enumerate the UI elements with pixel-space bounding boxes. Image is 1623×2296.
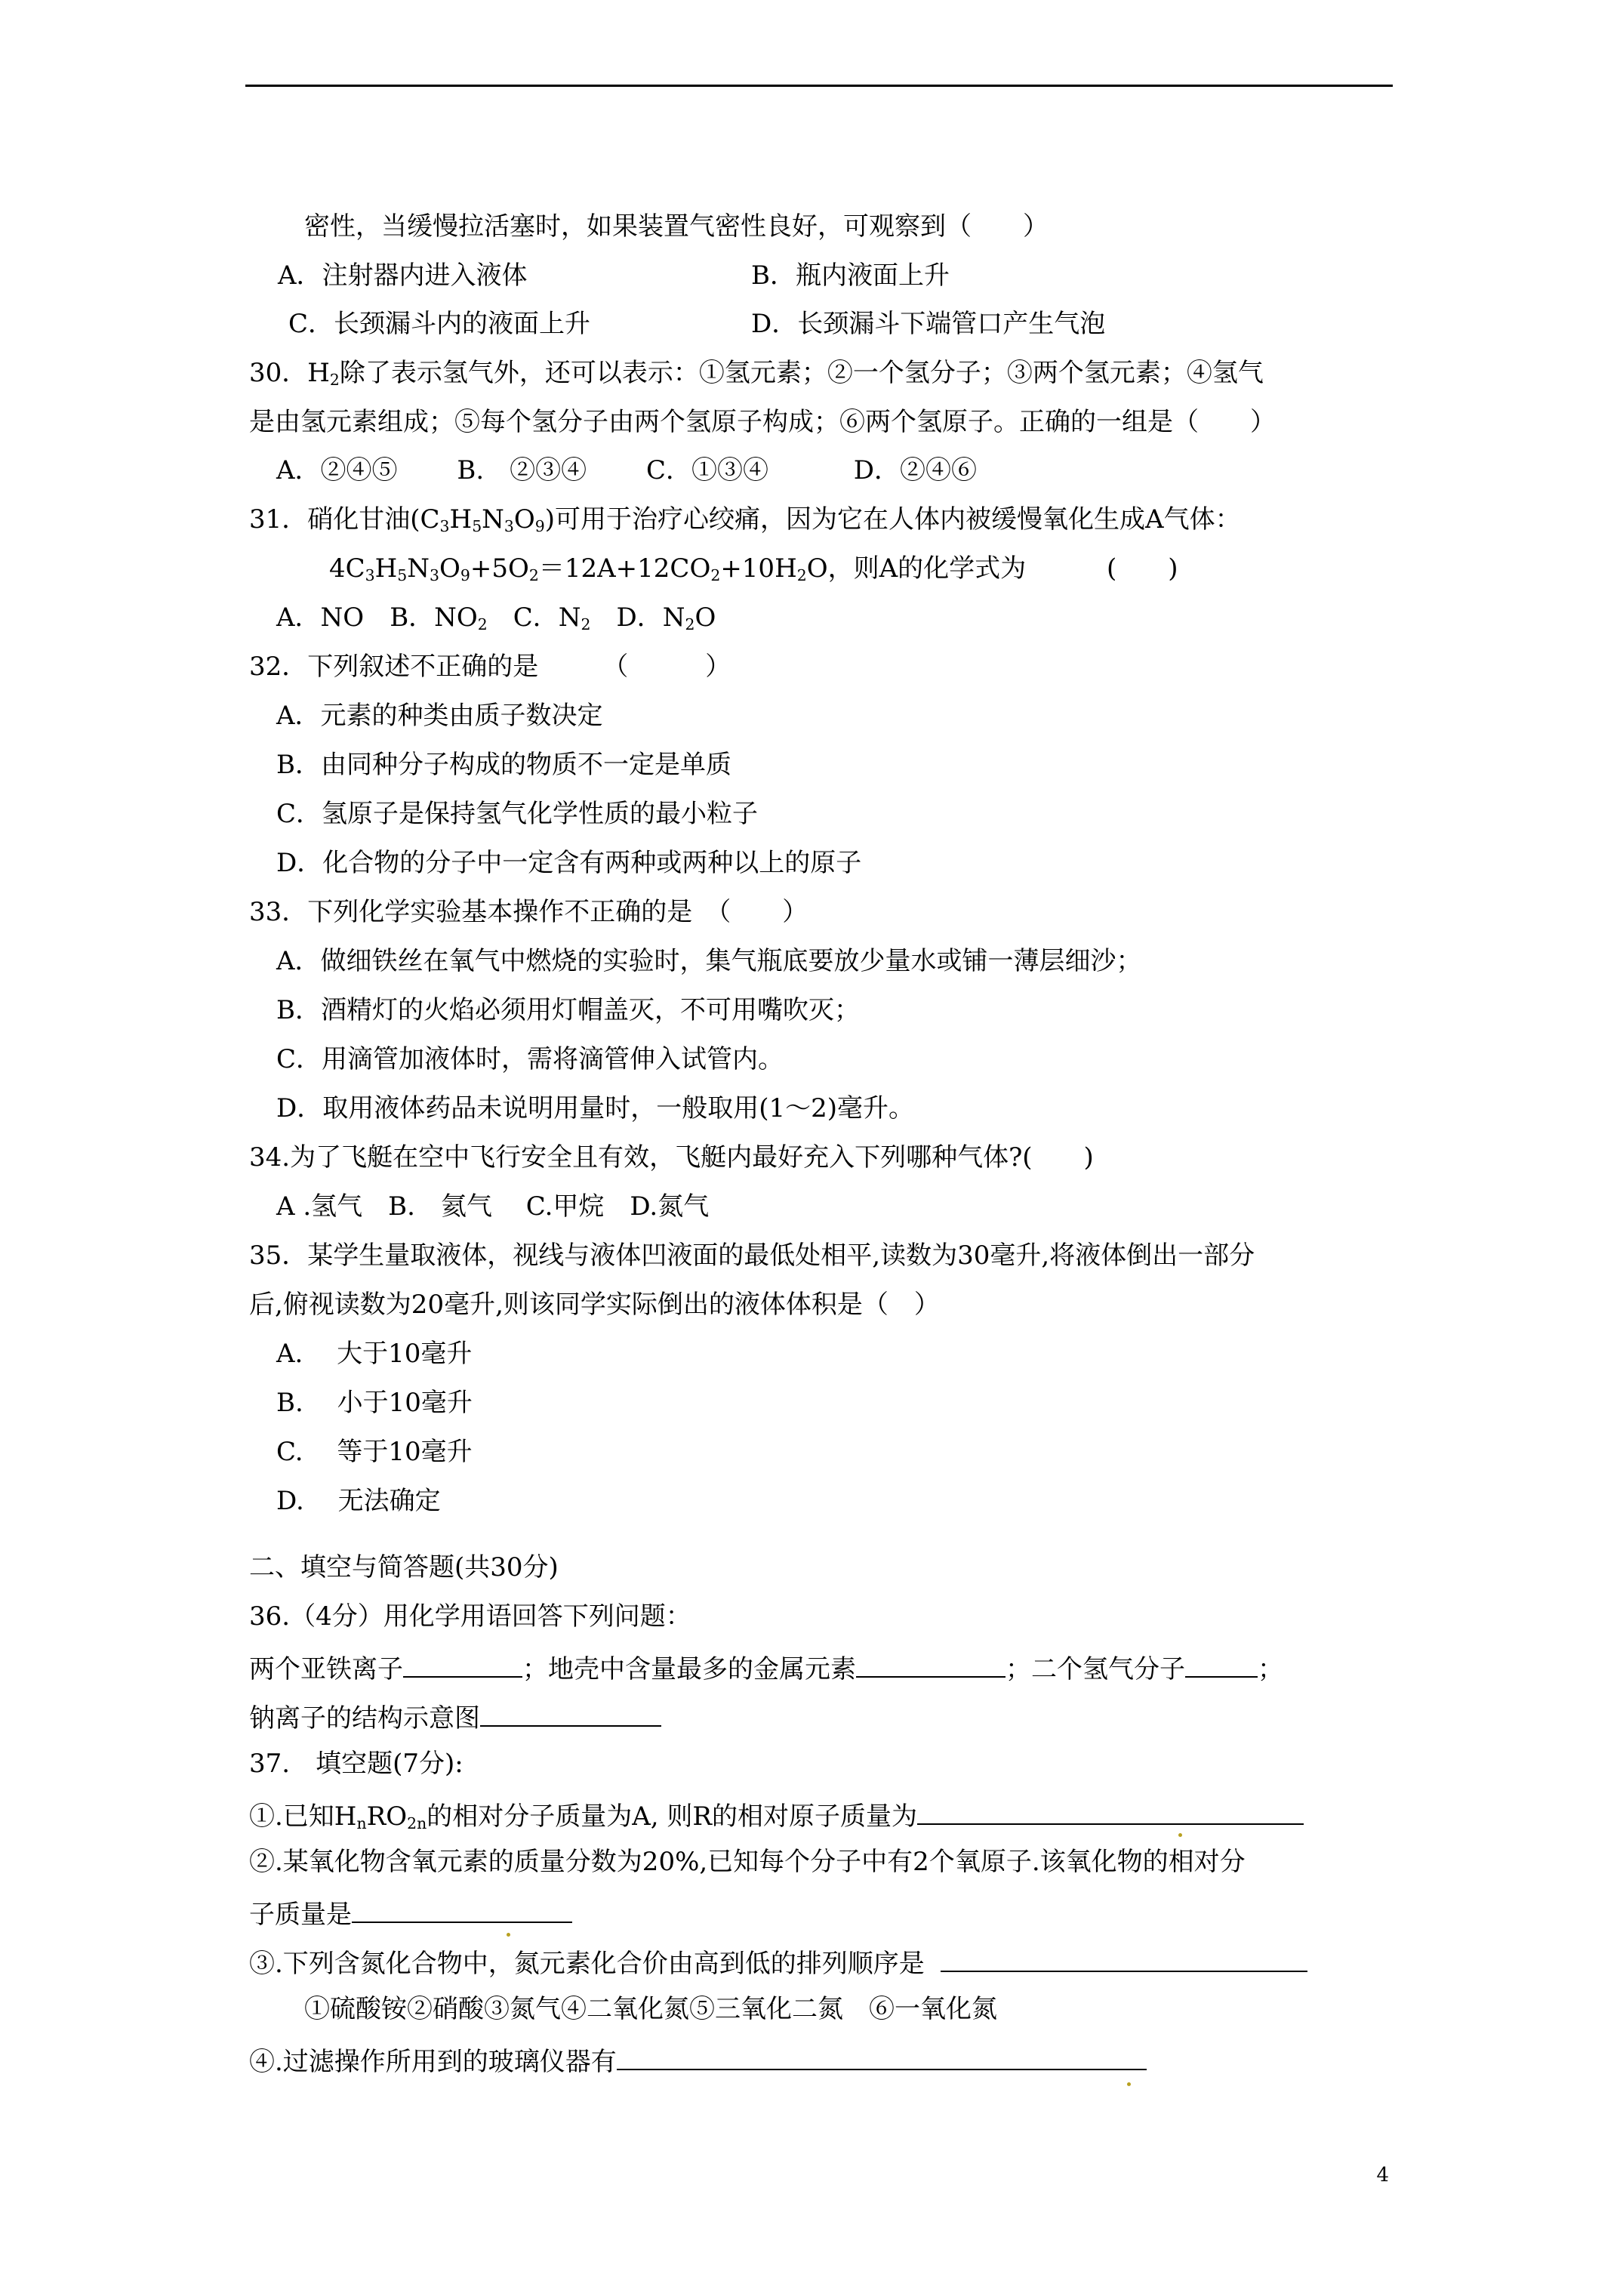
q30-stem-line2: 是由氢元素组成；⑤每个氢分子由两个氢原子构成；⑥两个氢原子。正确的一组是（ ） [249, 407, 1276, 437]
q35-option-b: B. 小于10毫升 [276, 1388, 473, 1418]
scan-speck [507, 1933, 510, 1937]
answer-blank[interactable] [352, 1894, 572, 1923]
q34-stem: 34.为了飞艇在空中飞行安全且有效，飞艇内最好充入下列哪种气体?( ) [249, 1142, 1094, 1173]
q35-stem-line2: 后,俯视读数为20毫升,则该同学实际倒出的液体体积是（ ） [249, 1290, 940, 1320]
answer-blank[interactable] [617, 2042, 1147, 2070]
q29-option-a: A．注射器内进入液体 [278, 260, 528, 291]
answer-blank[interactable] [941, 1943, 1307, 1972]
q35-option-a: A. 大于10毫升 [276, 1339, 473, 1369]
q37-item-3-list: ①硫酸铵②硝酸③氮气④二氧化氮⑤三氧化二氮 ⑥一氧化氮 [304, 1994, 997, 2024]
q37-stem: 37. 填空题(7分): [249, 1749, 463, 1779]
scan-speck [1178, 1833, 1182, 1837]
q31-answer-paren: ( ) [1107, 553, 1178, 584]
q31-equation: $4C_3H_5N_3O_9+5O_2=12A+12CO_2+10H_2O$，则A的化学式为 [329, 553, 1027, 585]
q35-option-c: C. 等于10毫升 [276, 1437, 473, 1467]
q33-option-a: A．做细铁丝在氧气中燃烧的实验时，集气瓶底要放少量水或铺一薄层细沙； [276, 946, 1142, 976]
q35-option-d: D. 无法确定 [276, 1486, 441, 1516]
q32-option-b: B．由同种分子构成的物质不一定是单质 [276, 750, 731, 780]
answer-blank[interactable] [856, 1649, 1006, 1678]
q29-option-b: B．瓶内液面上升 [751, 260, 950, 291]
q32-option-c: C．氢原子是保持氢气化学性质的最小粒子 [276, 799, 759, 829]
q31-options: A．NO B．$NO_2$ C．$N_2$ D．$N_2O$ [276, 603, 716, 634]
answer-blank[interactable] [917, 1796, 1304, 1825]
answer-blank[interactable] [403, 1649, 522, 1678]
q33-option-b: B．酒精灯的火焰必须用灯帽盖灭，不可用嘴吹灭； [276, 995, 860, 1025]
q36-stem: 36.（4分）用化学用语回答下列问题： [249, 1601, 691, 1632]
q33-stem: 33．下列化学实验基本操作不正确的是 （ ） [249, 897, 808, 927]
q31-stem: 31．硝化甘油$(C_3H_5N_3O_9)$可用于治疗心绞痛，因为它在人体内被缓慢氧化生成A气体： [249, 504, 1241, 536]
q29-stem-continued: 密性，当缓慢拉活塞时，如果装置气密性良好，可观察到（ ） [304, 211, 1049, 242]
q29-option-c: C．长颈漏斗内的液面上升 [288, 309, 591, 339]
q33-option-d: D．取用液体药品未说明用量时，一般取用(1～2)毫升。 [276, 1093, 915, 1123]
q32-stem: 32．下列叙述不正确的是 （ ） [249, 652, 731, 682]
q34-options: A .氢气 B. 氦气 C.甲烷 D.氮气 [276, 1191, 710, 1222]
section-heading: 二、填空与简答题(共30分) [249, 1552, 559, 1583]
q29-option-d: D．长颈漏斗下端管口产生气泡 [751, 309, 1106, 339]
q36-blanks-line: 两个亚铁离子 ；地壳中含量最多的金属元素 ；二个氢气分子 ； [249, 1649, 1283, 1686]
q37-item-2-line2: 子质量是 [249, 1894, 572, 1931]
q32-option-a: A．元素的种类由质子数决定 [276, 701, 603, 731]
q37-item-4: ④.过滤操作所用到的玻璃仪器有 [249, 2042, 1147, 2079]
q30-stem: 30．$H_2$除了表示氢气外，还可以表示：①氢元素；②一个氢分子；③两个氢元素；④氢气 [249, 358, 1264, 390]
q37-item-1: ①.已知$H_nRO_{2n}$的相对分子质量为A, 则R的相对原子质量为 [249, 1796, 1304, 1833]
q30-options: A．②④⑤ B. ②③④ C．①③④ D．②④⑥ [276, 455, 978, 485]
answer-blank[interactable] [480, 1698, 661, 1727]
q37-item-3: ③.下列含氮化合物中，氮元素化合价由高到低的排列顺序是 [249, 1943, 1307, 1980]
q32-option-d: D．化合物的分子中一定含有两种或两种以上的原子 [276, 848, 862, 878]
header-rule [245, 85, 1393, 87]
scan-speck [1127, 2082, 1131, 2086]
q37-item-2: ②.某氧化物含氧元素的质量分数为20%,已知每个分子中有2个氧原子.该氧化物的相对分 [249, 1847, 1246, 1877]
q35-stem: 35．某学生量取液体，视线与液体凹液面的最低处相平,读数为30毫升,将液体倒出一部分 [249, 1240, 1255, 1271]
answer-blank[interactable] [1185, 1649, 1258, 1678]
q33-option-c: C．用滴管加液体时，需将滴管伸入试管内。 [276, 1044, 784, 1074]
q36-blanks-line2: 钠离子的结构示意图 [249, 1698, 661, 1735]
page-number: 4 [1376, 2164, 1389, 2187]
